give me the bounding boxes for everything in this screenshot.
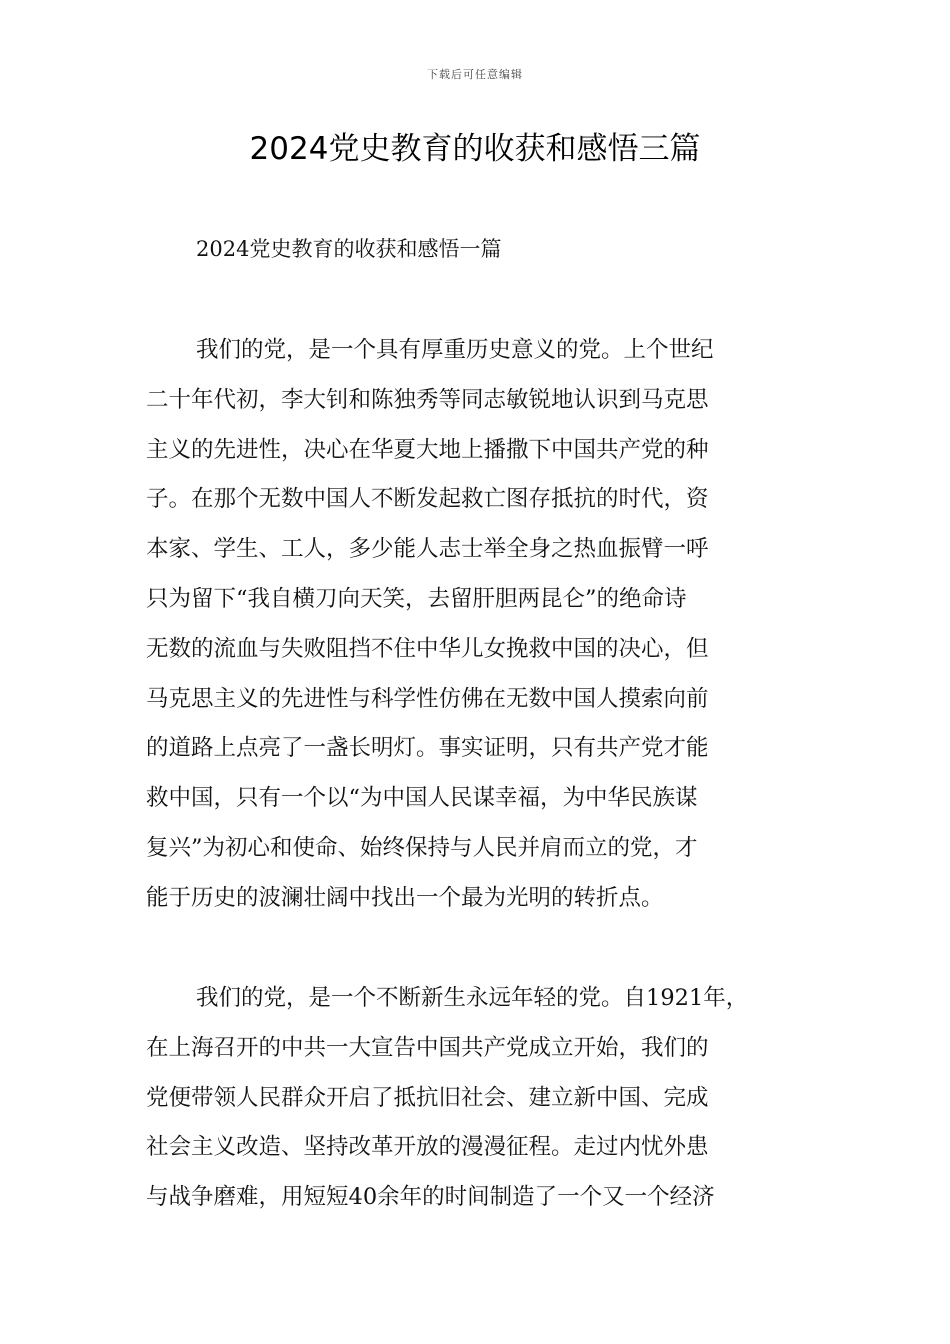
paragraph-line: 复兴”为初心和使命、始终保持与人民并肩而立的党，才	[146, 834, 698, 861]
paragraph-line: 能于历史的波澜壮阔中找出一个最为光明的转折点。	[146, 884, 664, 911]
document-title: 2024党史教育的收获和感悟三篇	[249, 131, 701, 167]
paragraph-line: 只为留下“我自横刀向天笑，去留肝胆两昆仑”的绝命诗	[146, 585, 687, 612]
paragraph-line: 我们的党，是一个不断新生永远年轻的党。自1921年，	[196, 985, 749, 1011]
paragraph-line: 马克思主义的先进性与科学性仿佛在无数中国人摸索向前	[146, 685, 709, 712]
paragraph-line: 本家、学生、工人，多少能人志士举全身之热血振臂一呼	[146, 536, 709, 563]
paragraph-line: 与战争磨难，用短短40余年的时间制造了一个又一个经济	[146, 1184, 715, 1211]
paragraph-line: 党便带领人民群众开启了抵抗旧社会、建立新中国、完成	[146, 1084, 709, 1111]
header-note: 下载后可任意编辑	[427, 68, 523, 81]
paragraph-line: 无数的流血与失败阻挡不住中华儿女挽救中国的决心，但	[146, 635, 709, 662]
paragraph-1	[146, 326, 818, 924]
paragraph-line: 我们的党，是一个具有厚重历史意义的党。上个世纪	[196, 337, 714, 363]
paragraph-line: 社会主义改造、坚持改革开放的漫漫征程。走过内忧外患	[146, 1134, 709, 1161]
paragraph-line: 主义的先进性，决心在华夏大地上播撒下中国共产党的种	[146, 436, 709, 463]
paragraph-line: 的道路上点亮了一盏长明灯。事实证明，只有共产党才能	[146, 735, 709, 762]
paragraph-line: 子。在那个无数中国人不断发起救亡图存抵抗的时代，资	[146, 486, 709, 513]
paragraph-2	[146, 974, 818, 1223]
section-heading: 2024党史教育的收获和感悟一篇	[196, 237, 502, 261]
paragraph-line: 在上海召开的中共一大宣告中国共产党成立开始，我们的	[146, 1034, 709, 1061]
paragraph-line: 救中国，只有一个以“为中国人民谋幸福，为中华民族谋	[146, 785, 698, 812]
paragraph-line: 二十年代初，李大钊和陈独秀等同志敏锐地认识到马克思	[146, 386, 709, 413]
